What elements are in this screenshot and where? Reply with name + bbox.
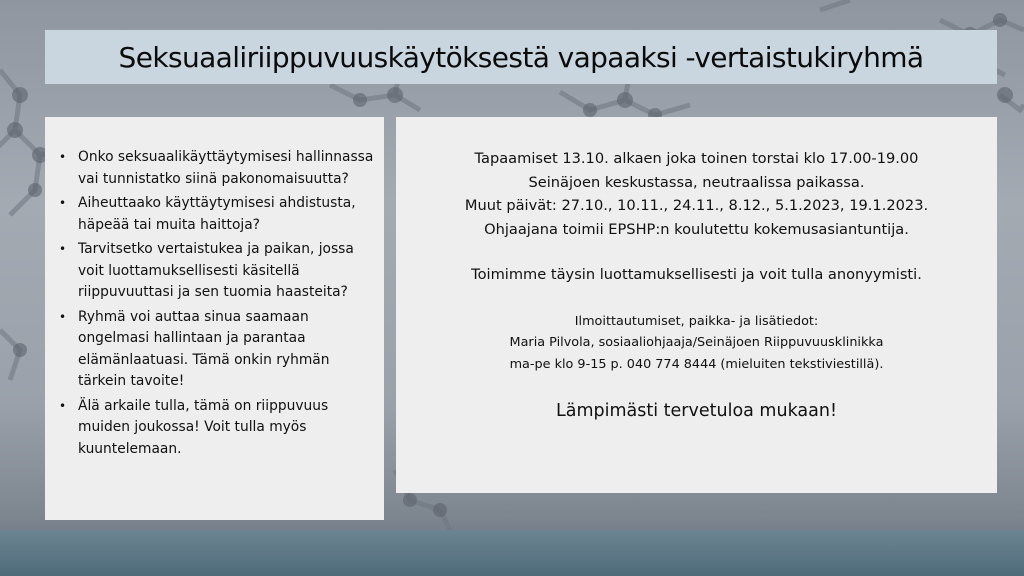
contact-phone: ma-pe klo 9-15 p. 040 774 8444 (mieluiten tekstiviestillä).	[509, 356, 884, 372]
bullet-icon: •	[59, 242, 67, 256]
bullet-text: Ryhmä voi auttaa sinua saamaan ongelmasi hallintaan ja parantaa elämänlaatuasi. Tämä onkin ryhmän tärkein tavoite!	[78, 308, 330, 389]
bullet-item	[59, 239, 376, 304]
bullet-icon: •	[59, 150, 67, 164]
meeting-schedule: Tapaamiset 13.10. alkaen joka toinen torstai klo 17.00-19.00	[474, 150, 919, 167]
bullet-text: Tarvitsetko vertaistukea ja paikan, jossa voit luottamuksellisesti käsitellä riippuvuuttasi ja sen tuomia haasteita?	[78, 241, 354, 300]
bullet-text: Aiheuttaako käyttäytymisesi ahdistusta, häpeää tai muita haittoja?	[78, 195, 356, 233]
questions-panel	[45, 117, 384, 520]
other-dates: Muut päivät: 27.10., 10.11., 24.11., 8.12., 5.1.2023, 19.1.2023.	[464, 197, 929, 214]
info-panel	[396, 117, 997, 493]
bullet-icon: •	[59, 398, 67, 413]
bullet-item	[59, 147, 376, 190]
bullet-item	[59, 396, 376, 461]
bullet-item	[59, 193, 376, 236]
contact-heading: Ilmoittautumiset, paikka- ja lisätiedot:	[574, 313, 819, 329]
bullet-list	[59, 147, 376, 460]
page-title: Seksuaaliriippuvuuskäytöksestä vapaaksi -vertaistukiryhmä	[118, 40, 924, 74]
contact-person: Maria Pilvola, sosiaaliohjaaja/Seinäjoen Riippuvuusklinikka	[509, 335, 884, 350]
bullet-item	[59, 307, 376, 393]
facilitator-info: Ohjaajana toimii EPSHP:n koulutettu kokemusasiantuntija.	[484, 220, 909, 238]
bullet-text: Älä arkaile tulla, tämä on riippuvuus muiden joukossa! Voit tulla myös kuuntelemaan.	[78, 397, 329, 457]
bullet-icon: •	[59, 309, 67, 324]
confidentiality-note: Toimimme täysin luottamuksellisesti ja voit tulla anonyymisti.	[471, 266, 922, 283]
bullet-icon: •	[59, 196, 67, 210]
meeting-location: Seinäjoen keskustassa, neutraalissa paikassa.	[528, 173, 865, 191]
bullet-text: Onko seksuaalikäyttäytymisesi hallinnassa vai tunnistatko siinä pakonomaisuutta?	[78, 149, 374, 187]
bottom-band	[0, 530, 1024, 576]
welcome-message: Lämpimästi tervetuloa mukaan!	[556, 401, 837, 421]
title-banner	[45, 30, 997, 84]
